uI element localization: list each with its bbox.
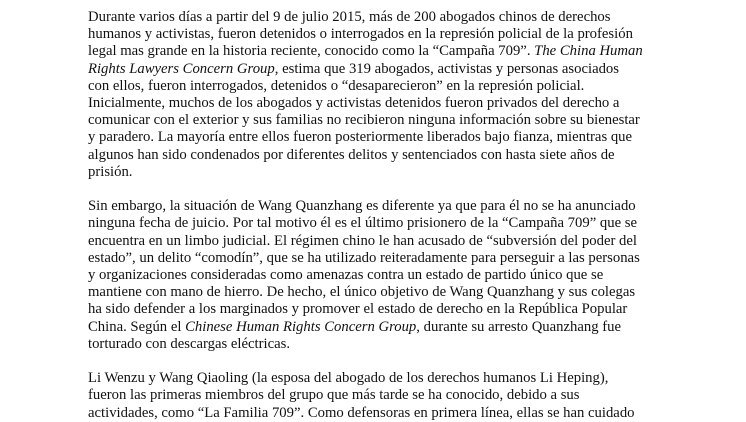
text-run: Sin embargo, la situación de Wang Quanzhang es diferente ya que para él no se ha anunciado <box>88 198 636 215</box>
italic-text-run: Rights Lawyers Concern Group <box>88 60 275 77</box>
text-run: mantiene con mano de hierro. De hecho, el único objetivo de Wang Quanzhang y sus colegas <box>88 284 636 301</box>
text-run: y paradero. La mayoría entre ellos fueron posteriormente liberados bajo fianza, mientras que <box>88 129 633 146</box>
italic-text-run: Chinese Human Rights Concern Group <box>185 318 417 335</box>
text-run: con ellos, fueron interrogados, detenidos o “desaparecieron” en la represión policial. <box>88 77 585 94</box>
paragraph <box>88 9 658 181</box>
text-line <box>88 9 658 26</box>
text-run: encuentra en un limbo judicial. El régimen chino le han acusado de “subversión del poder del <box>88 232 637 249</box>
text-run: prisión. <box>88 163 133 180</box>
text-run: Durante varios días a partir del 9 de julio 2015, más de 200 abogados chinos de derechos <box>88 9 611 25</box>
text-run: ha sido defender a los marginados y promover el estado de derecho en la República Popular <box>88 301 628 318</box>
text-run: China. Según el <box>88 318 186 335</box>
text-run: fueron las primeras miembros del grupo que más tarde se ha conocido, debido a sus <box>88 387 580 404</box>
text-run: Li Wenzu y Wang Qiaoling (la esposa del abogado de los derechos humanos Li Heping), <box>88 370 609 387</box>
text-line <box>88 387 658 404</box>
text-run: humanos y activistas, fueron detenidos o interrogados en la represión policial de la profesión <box>88 26 633 43</box>
text-line <box>88 301 658 318</box>
text-line <box>88 43 658 60</box>
paragraph <box>88 370 658 422</box>
text-line <box>88 61 658 78</box>
text-run: ninguna fecha de juicio. Por tal motivo él es el último prisionero de la “Campaña 709” que se <box>88 215 637 232</box>
text-line <box>88 78 658 95</box>
text-line <box>88 267 658 284</box>
text-run: comunicar con el exterior y sus familias no recibieron ninguna información sobre su bienestar <box>88 112 640 129</box>
paragraph-gap <box>88 181 658 198</box>
text-line <box>88 405 658 422</box>
paragraph <box>88 198 658 353</box>
text-line <box>88 284 658 301</box>
text-line <box>88 26 658 43</box>
text-line <box>88 336 658 353</box>
text-line <box>88 215 658 232</box>
text-run: legal mas grande en la historia reciente, conocido como la “Campaña 709”. <box>88 43 535 60</box>
text-run: actividades, como “La Familia 709”. Como defensoras en primera línea, ellas se han cuidado <box>88 404 635 421</box>
text-line <box>88 250 658 267</box>
text-run: , durante su arresto Quanzhang fue <box>416 318 622 335</box>
text-run: y organizaciones consideradas como amenazas contra un estado de partido único que se <box>88 267 604 284</box>
text-run: torturado con descargas eléctricas. <box>88 335 290 352</box>
text-line <box>88 198 658 215</box>
text-run: Inicialmente, muchos de los abogados y activistas detenidos fueron privados del derecho a <box>88 95 620 112</box>
text-line <box>88 112 658 129</box>
paragraph-gap <box>88 353 658 370</box>
text-run: , estima que 319 abogados, activistas y personas asociados <box>274 60 619 77</box>
text-run: estado”, un delito “comodín”, que se ha utilizado reiteradamente para perseguir a las personas <box>88 249 640 266</box>
text-line <box>88 233 658 250</box>
text-line <box>88 95 658 112</box>
text-line <box>88 319 658 336</box>
text-line <box>88 164 658 181</box>
text-line <box>88 129 658 146</box>
italic-text-run: The China Human <box>534 43 643 60</box>
text-run: algunos han sido condenados por diferentes delitos y sentenciados con hasta siete años de <box>88 146 615 163</box>
text-line <box>88 147 658 164</box>
text-line <box>88 370 658 387</box>
document-body <box>88 9 658 422</box>
